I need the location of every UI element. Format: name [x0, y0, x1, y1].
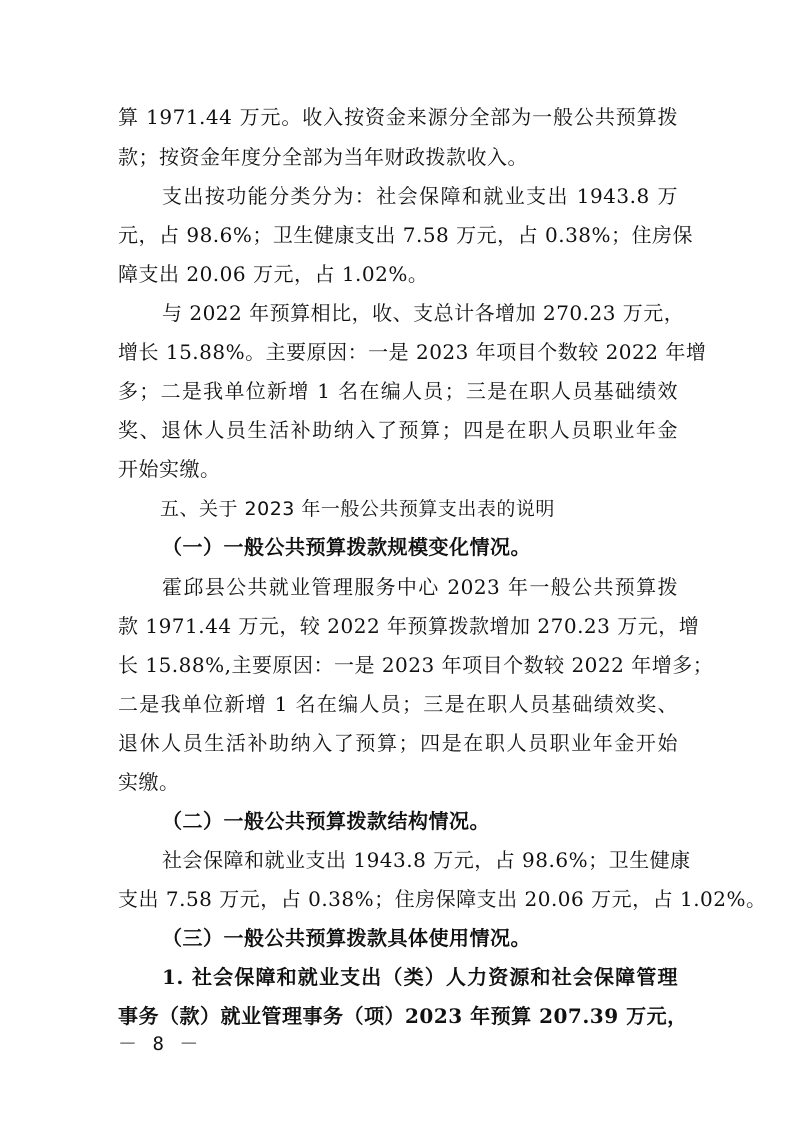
body-text-line: 实缴。 [118, 770, 180, 794]
body-text-line: 多；二是我单位新增 1 名在编人员；三是在职人员基础绩效 [118, 379, 678, 403]
body-text-line: 开始实缴。 [118, 457, 221, 481]
body-text-line: 款 1971.44 万元，较 2022 年预算拨款增加 270.23 万元，增 [118, 614, 700, 638]
subsection-heading: （一）一般公共预算拨款规模变化情况。 [162, 535, 531, 559]
numbered-item-line: 1. 社会保障和就业支出（类）人力资源和社会保障管理 [162, 965, 678, 989]
body-text-line: 增长 15.88%。主要原因：一是 2023 年项目个数较 2022 年增 [118, 340, 707, 364]
paragraph-first-line: 与 2022 年预算相比，收、支总计各增加 270.23 万元， [162, 301, 685, 325]
body-text-line: 算 1971.44 万元。收入按资金来源分全部为一般公共预算拨 [118, 105, 678, 129]
body-text-line: 奖、退休人员生活补助纳入了预算；四是在职人员职业年金 [118, 418, 678, 442]
body-text-line: 退休人员生活补助纳入了预算；四是在职人员职业年金开始 [118, 731, 678, 755]
body-text-line: 元，占 98.6%；卫生健康支出 7.58 万元，占 0.38%；住房保 [118, 223, 694, 247]
body-text-line: 二是我单位新增 1 名在编人员；三是在职人员基础绩效奖、 [118, 692, 678, 716]
body-text-line: 障支出 20.06 万元，占 1.02%。 [118, 262, 429, 286]
paragraph-first-line: 霍邱县公共就业管理服务中心 2023 年一般公共预算拨 [162, 575, 678, 599]
section-heading: 五、关于 2023 年一般公共预算支出表的说明 [160, 498, 555, 520]
paragraph-first-line: 社会保障和就业支出 1943.8 万元，占 98.6%；卫生健康 [162, 848, 691, 872]
body-text-line: 款；按资金年度分全部为当年财政拨款收入。 [118, 145, 528, 169]
subsection-heading: （三）一般公共预算拨款具体使用情况。 [162, 926, 531, 950]
paragraph-first-line: 支出按功能分类分为：社会保障和就业支出 1943.8 万 [162, 184, 678, 208]
numbered-item-line: 事务（款）就业管理事务（项）2023 年预算 207.39 万元， [118, 1004, 688, 1028]
page-number: － 8 － [118, 1033, 201, 1055]
subsection-heading: （二）一般公共预算拨款结构情况。 [162, 809, 490, 833]
body-text-line: 支出 7.58 万元，占 0.38%；住房保障支出 20.06 万元，占 1.02%。 [118, 887, 767, 911]
body-text-line: 长 15.88%,主要原因：一是 2023 年项目个数较 2022 年增多； [118, 653, 714, 677]
